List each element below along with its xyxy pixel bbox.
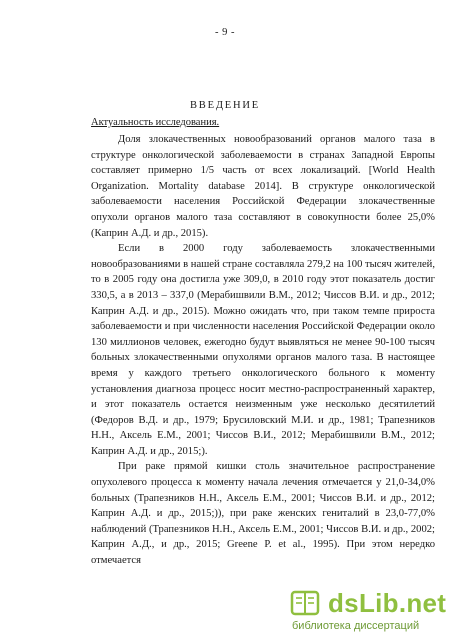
watermark-brand: dsLib.net: [328, 588, 447, 618]
paragraph-3: При раке прямой кишки столь значительное распространение опухолевого процесса к моменту начала лечения отмечается у 21,0-34,0% больных (Трапезников Н.Н., Аксель Е.М., 2001; Чиссов В.И. и др., 2012; Каприн А.Д. и др., 2015;)), при раке женских гениталий в 23,0-77,0% наблюдений (Трапезников Н.Н., Аксель Е.М., 2001; Чиссов В.И. и др., 2002; Каприн А.Д., и др., 2015; Greene P. et al., 1995). При этом нередко отмечается: [91, 461, 435, 567]
body-text: [91, 132, 435, 569]
watermark-tagline: библиотека диссертаций: [292, 620, 420, 632]
paragraph-2: Если в 2000 году заболеваемость злокачественными новообразованиями в нашей стране составляла 279,2 на 100 тысяч жителей, то в 2005 году она достигла уже 309,0, в 2010 году этот показатель достиг 330,5, а в 2013 – 337,0 (Мерабишвили В.М., 2012; Чиссов В.И. и др., 2012; Каприн А.Д. и др., 2015). Можно ожидать что, при таком темпе прироста заболеваемости и при численности населения Российской Федерации около 130 миллионов человек, ежегодно будут выявляться не менее 90-100 тысяч больных злокачественными опухолями органов малого таза. В настоящее время у каждого третьего онкологического больного к моменту установления диагноза процесс носит местно-распространенный характер, и этот показатель остается неизменным уже несколько десятилетий (Федоров В.Д. и др., 1979; Брусиловский М.И. и др., 1981; Трапезников Н.Н., Аксель Е.М., 2001; Чиссов В.И., 2012; Мерабишвили В.М., 2012; Каприн А.Д. и др., 2015;).: [91, 243, 435, 457]
page-number: - 9 -: [215, 27, 235, 38]
dslib-watermark: [290, 588, 445, 634]
section-heading: ВВЕДЕНИЕ: [190, 100, 260, 111]
dslib-logo-icon: [290, 588, 320, 618]
paragraph-1: Доля злокачественных новообразований органов малого таза в структуре онкологической заболеваемости в странах Западной Европы составляет примерно 1/5 часть от всех локализаций. [World Health Organization. Mortality database 2014]. В структуре онкологической заболеваемости населения Российской Федерации злокачественные опухоли органов малого таза составляют в совокупности более 25,0% (Каприн А.Д. и др., 2015).: [91, 134, 435, 239]
section-subheading: Актуальность исследования.: [91, 117, 220, 128]
